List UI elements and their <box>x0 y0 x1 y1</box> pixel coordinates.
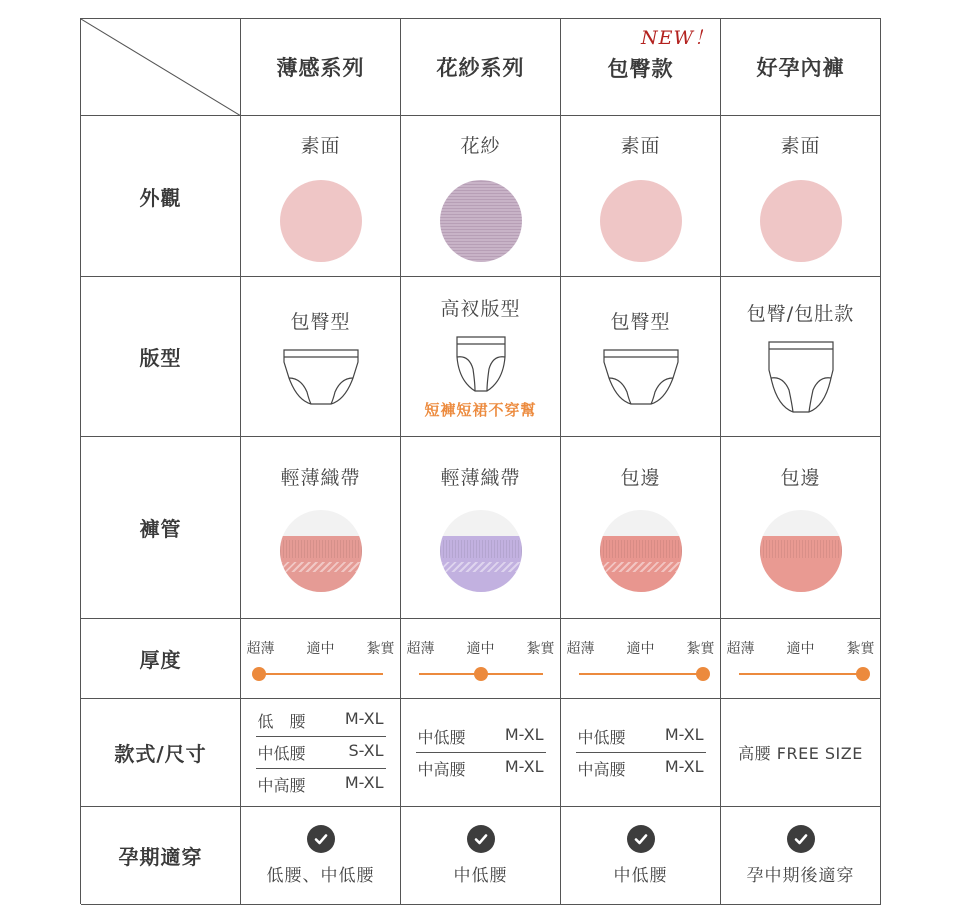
check-circle-icon <box>467 825 495 853</box>
appearance-label: 素面 <box>620 134 661 157</box>
sizes-cell <box>401 699 561 807</box>
fabric-swatch <box>280 180 362 262</box>
thickness-scale <box>401 620 561 698</box>
appearance-label: 花紗 <box>460 134 501 157</box>
row-title: 厚度 <box>139 648 182 672</box>
size-range: M-XL <box>344 709 384 728</box>
row-title: 版型 <box>139 346 182 370</box>
scale-min-label: 超薄 <box>726 640 755 657</box>
column-title: 包臀款 <box>607 57 674 81</box>
fit-label: 高衩版型 <box>440 297 521 320</box>
leg-label: 輕薄織帶 <box>440 467 521 489</box>
leg-cell <box>721 437 881 619</box>
waist-style: 中低腰 <box>417 728 466 747</box>
column-title: 花紗系列 <box>436 56 525 80</box>
waist-style: 高腰 <box>738 744 772 763</box>
high-cut-brief-icon <box>441 335 521 393</box>
waist-style: 中低腰 <box>257 744 306 763</box>
scale-max-label: 紮實 <box>366 640 395 657</box>
size-list <box>576 721 706 784</box>
new-badge: NEW！ <box>641 27 715 49</box>
size-row <box>576 721 706 753</box>
fit-label: 包臀型 <box>610 311 671 333</box>
scale-max-label: 紮實 <box>846 640 875 657</box>
size-row <box>738 741 863 764</box>
thickness-cell <box>241 619 401 699</box>
fit-label: 包臀/包肚款 <box>746 303 855 325</box>
size-range: M-XL <box>344 773 384 792</box>
column-header-1 <box>241 19 401 116</box>
sizes-cell <box>561 699 721 807</box>
column-header-4 <box>721 19 881 116</box>
appearance-cell <box>561 116 721 277</box>
appearance-cell <box>401 116 561 277</box>
sizes-cell <box>721 699 881 807</box>
thickness-scale <box>721 620 881 698</box>
fit-cell <box>561 277 721 437</box>
waist-style: 低 腰 <box>257 712 306 731</box>
high-waist-brief-icon <box>761 340 841 414</box>
fabric-swatch <box>760 180 842 262</box>
size-row <box>256 769 386 800</box>
pregnancy-cell <box>561 807 721 905</box>
appearance-label: 素面 <box>780 134 821 157</box>
leg-cell <box>401 437 561 619</box>
size-row <box>576 753 706 784</box>
pregnancy-text: 孕中期後適穿 <box>746 866 855 886</box>
size-row <box>416 753 546 784</box>
scale-track <box>579 673 703 675</box>
leg-hem-swatch <box>280 510 362 592</box>
size-list <box>416 721 546 784</box>
pregnancy-text: 中低腰 <box>613 866 668 886</box>
thickness-cell <box>401 619 561 699</box>
row-title: 外觀 <box>139 185 182 210</box>
fit-cell <box>721 277 881 437</box>
size-range: M-XL <box>504 725 544 744</box>
scale-mid-label: 適中 <box>786 640 815 657</box>
column-title: 好孕內褲 <box>756 56 845 80</box>
scale-min-label: 超薄 <box>566 640 595 657</box>
leg-hem-swatch <box>440 510 522 592</box>
scale-mid-label: 適中 <box>466 640 495 657</box>
fit-note: 短褲短裙不穿幫 <box>424 400 537 419</box>
brief-outline-icon <box>281 348 361 406</box>
leg-cell <box>241 437 401 619</box>
column-header-2 <box>401 19 561 116</box>
row-title: 褲管 <box>139 517 182 541</box>
thickness-scale <box>561 620 721 698</box>
scale-mid-label: 適中 <box>626 640 655 657</box>
row-title: 孕期適穿 <box>118 845 203 869</box>
size-range: FREE SIZE <box>776 744 863 763</box>
comparison-table <box>80 18 881 904</box>
check-circle-icon <box>307 825 335 853</box>
scale-marker <box>474 667 488 681</box>
pregnancy-cell <box>401 807 561 905</box>
pregnancy-text: 低腰、中低腰 <box>266 866 375 886</box>
size-row <box>256 705 386 737</box>
scale-min-label: 超薄 <box>406 640 435 657</box>
appearance-cell <box>721 116 881 277</box>
fabric-swatch <box>600 180 682 262</box>
row-title: 款式/尺寸 <box>114 742 207 766</box>
pregnancy-cell <box>241 807 401 905</box>
waist-style: 中高腰 <box>257 776 306 795</box>
pregnancy-text: 中低腰 <box>453 866 508 886</box>
row-label-pregnancy <box>81 807 241 905</box>
scale-max-label: 紮實 <box>686 640 715 657</box>
sizes-cell <box>241 699 401 807</box>
column-header-3 <box>561 19 721 116</box>
scale-track <box>739 673 863 675</box>
scale-mid-label: 適中 <box>306 640 335 657</box>
appearance-label: 素面 <box>300 134 341 157</box>
size-list <box>256 705 386 800</box>
fit-label: 包臀型 <box>290 311 351 333</box>
brief-outline-icon <box>601 348 681 406</box>
fit-cell <box>401 277 561 437</box>
size-row <box>256 737 386 769</box>
row-label-sizes <box>81 699 241 807</box>
waist-style: 中低腰 <box>577 728 626 747</box>
waist-style: 中高腰 <box>417 760 466 779</box>
row-label-fit <box>81 277 241 437</box>
size-range: S-XL <box>348 741 384 760</box>
thickness-cell <box>561 619 721 699</box>
row-label-thickness <box>81 619 241 699</box>
row-label-leg <box>81 437 241 619</box>
leg-cell <box>561 437 721 619</box>
column-title: 薄感系列 <box>276 56 365 80</box>
check-circle-icon <box>627 825 655 853</box>
pregnancy-cell <box>721 807 881 905</box>
check-circle-icon <box>787 825 815 853</box>
scale-marker <box>856 667 870 681</box>
row-label-appearance <box>81 116 241 277</box>
fabric-swatch <box>440 180 522 262</box>
fit-cell <box>241 277 401 437</box>
scale-track <box>259 673 383 675</box>
leg-hem-swatch <box>760 510 842 592</box>
leg-label: 包邊 <box>780 467 821 489</box>
diagonal-line <box>81 19 241 116</box>
appearance-cell <box>241 116 401 277</box>
waist-style: 中高腰 <box>577 760 626 779</box>
size-range: M-XL <box>664 725 704 744</box>
thickness-cell <box>721 619 881 699</box>
size-range: M-XL <box>504 757 544 776</box>
scale-max-label: 紮實 <box>526 640 555 657</box>
scale-min-label: 超薄 <box>246 640 275 657</box>
scale-marker <box>696 667 710 681</box>
leg-hem-swatch <box>600 510 682 592</box>
size-range: M-XL <box>664 757 704 776</box>
scale-marker <box>252 667 266 681</box>
corner-cell <box>81 19 241 116</box>
leg-label: 包邊 <box>620 467 661 489</box>
leg-label: 輕薄織帶 <box>280 467 361 489</box>
size-row <box>416 721 546 753</box>
thickness-scale <box>241 620 401 698</box>
